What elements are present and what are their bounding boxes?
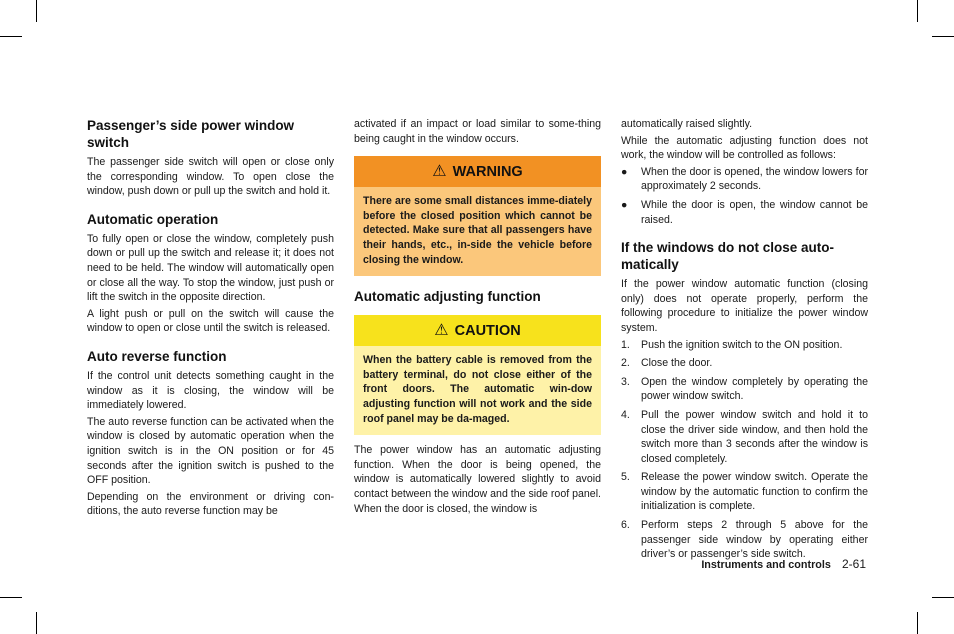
list-item: 2. Close the door. <box>621 357 713 370</box>
heading-automatic-operation: Automatic operation <box>87 211 219 227</box>
caution-header <box>354 315 601 346</box>
caution-box <box>354 315 601 435</box>
caution-text: When the battery cable is removed from the battery terminal, do not close either of the front doors. The automatic win-dow adjusting function will not work and the side roof panel may be da-maged. <box>363 354 592 425</box>
crop-mark <box>0 597 22 598</box>
crop-mark <box>932 36 954 37</box>
crop-mark <box>0 36 22 37</box>
paragraph: The power window has an automatic adjusting function. When the door is being opened, the window is automatically lowered slightly to avoid contact between the window and the side roof panel. When the door is closed, the window is <box>354 444 601 515</box>
caution-title: CAUTION <box>454 322 521 339</box>
crop-mark <box>36 0 37 22</box>
bullet-icon: ● <box>621 198 628 211</box>
list-item: 3. Open the window completely by operating the power window switch. <box>621 375 868 403</box>
heading-auto-reverse: Auto reverse function <box>87 348 227 364</box>
list-item: ● While the door is open, the window cannot be raised. <box>621 198 868 226</box>
paragraph: If the power window automatic function (closing only) does not operate properly, perform the following procedure to initialize the power window system. <box>621 278 868 334</box>
warning-text: There are some small distances imme-diately before the closed position which cannot be detected. Make sure that all passengers have their hands, etc., in-side the vehicle before closing the window. <box>363 195 592 266</box>
heading-windows-not-close: If the windows do not close auto-matically <box>621 240 834 273</box>
page-footer <box>560 557 866 571</box>
warning-triangle-icon: ⚠ <box>432 162 447 180</box>
list-item: ● When the door is opened, the window lowers for approximately 2 seconds. <box>621 165 868 193</box>
crop-mark <box>917 612 918 634</box>
column-left <box>87 117 334 521</box>
paragraph: activated if an impact or load similar to some-thing being caught in the window occurs. <box>354 118 601 145</box>
heading-passenger-switch: Passenger’s side power window switch <box>87 118 295 150</box>
bullet-icon: ● <box>621 165 628 178</box>
warning-triangle-icon: ⚠ <box>434 321 449 339</box>
footer-section: Instruments and controls <box>701 559 831 571</box>
paragraph: The auto reverse function can be activated when the window is closed by automatic operation when the ignition switch is in the ON position or for 45 seconds after the ignition switch is pushed to the OFF position. <box>87 415 334 487</box>
heading-automatic-adjusting: Automatic adjusting function <box>354 289 541 305</box>
steps-list <box>621 338 868 562</box>
list-item: 6. Perform steps 2 through 5 above for the passenger side window by operating either driver’s or passenger’s side switch. <box>621 519 868 561</box>
column-middle <box>354 117 601 518</box>
column-right <box>621 117 868 568</box>
paragraph: automatically raised slightly. <box>621 118 753 130</box>
paragraph: If the control unit detects something caught in the window as it is closing, the window will be immediately lowered. <box>87 369 334 412</box>
paragraph: To fully open or close the window, completely push down or pull up the switch and release it; it does not need to be held. The window will automatically open or close all the way. To stop the window, just push or lift the switch in the opposite direction. <box>87 232 334 304</box>
crop-mark <box>917 0 918 22</box>
warning-box <box>354 156 601 276</box>
crop-mark <box>932 597 954 598</box>
list-item: 1. Push the ignition switch to the ON position. <box>621 338 843 351</box>
paragraph: While the automatic adjusting function does not work, the window will be controlled as follows: <box>621 134 868 162</box>
crop-mark <box>36 612 37 634</box>
page-number: 2-61 <box>841 557 866 571</box>
bullet-list <box>621 165 868 227</box>
paragraph: Depending on the environment or driving con-ditions, the auto reverse function may be <box>87 490 334 518</box>
paragraph: The passenger side switch will open or close only the corresponding window. To open close the window, push down or pull up the switch and hold it. <box>87 156 334 198</box>
warning-header <box>354 156 601 187</box>
list-item: 4. Pull the power window switch and hold it to close the driver side window, and then hold the switch more than 3 seconds after the window is closed completely. <box>621 408 868 465</box>
paragraph: A light push or pull on the switch will cause the window to open or close until the switch is released. <box>87 307 334 335</box>
warning-title: WARNING <box>452 163 523 180</box>
list-item: 5. Release the power window switch. Operate the window by the automatic function to confirm the initialization is complete. <box>621 471 868 513</box>
